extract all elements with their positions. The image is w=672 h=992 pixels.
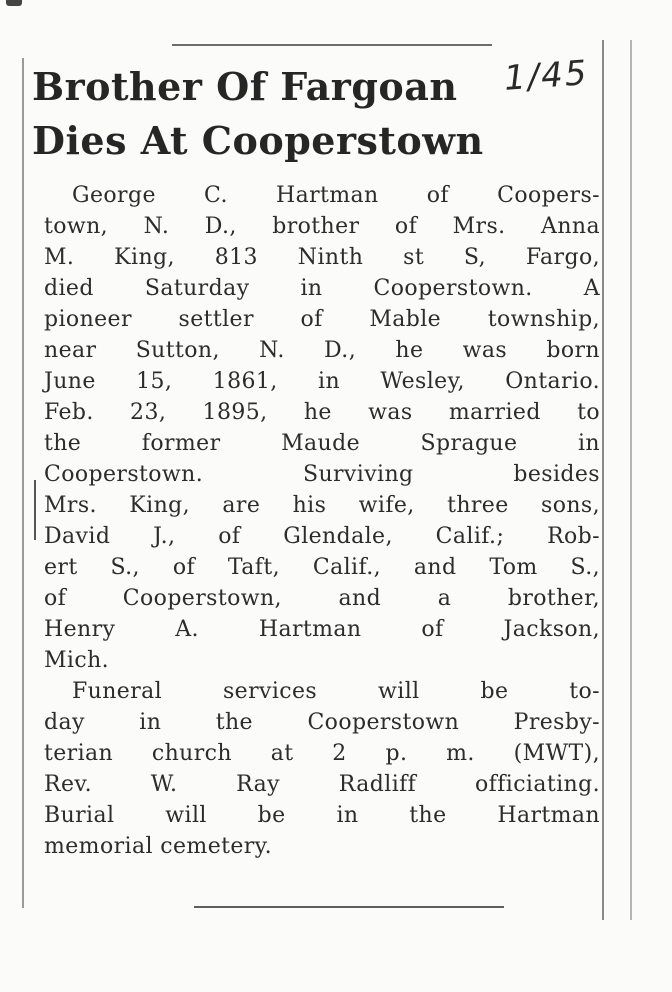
edge-mark bbox=[34, 480, 36, 540]
text-line: Cooperstown. Surviving besides bbox=[44, 462, 600, 487]
text-line: Henry A. Hartman of Jackson, bbox=[44, 617, 600, 642]
text-line: the former Maude Sprague in bbox=[44, 431, 600, 456]
text-line: day in the Cooperstown Presby- bbox=[44, 710, 600, 735]
text-line: Funeral services will be to- bbox=[72, 679, 600, 704]
handwritten-date-note: 1/45 bbox=[502, 53, 590, 99]
text-line: David J., of Glendale, Calif.; Rob- bbox=[44, 524, 600, 549]
column-outer-border bbox=[630, 40, 632, 920]
text-line: pioneer settler of Mable township, bbox=[44, 307, 600, 332]
text-line: George C. Hartman of Coopers- bbox=[72, 183, 600, 208]
text-line: ert S., of Taft, Calif., and Tom S., bbox=[44, 555, 600, 580]
text-line: Mich. bbox=[44, 648, 110, 673]
corner-mark bbox=[6, 0, 22, 6]
text-line: Rev. W. Ray Radliff officiating. bbox=[44, 772, 600, 797]
text-line: Burial will be in the Hartman bbox=[44, 803, 600, 828]
top-rule bbox=[172, 44, 492, 46]
paragraph-obituary bbox=[44, 180, 600, 676]
text-line: memorial cemetery. bbox=[44, 834, 272, 859]
newspaper-clipping bbox=[22, 40, 632, 920]
article-body bbox=[44, 180, 600, 862]
text-line: Feb. 23, 1895, he was married to bbox=[44, 400, 600, 425]
text-line: June 15, 1861, in Wesley, Ontario. bbox=[44, 369, 600, 394]
text-line: terian church at 2 p. m. (MWT), bbox=[44, 741, 600, 766]
text-line: near Sutton, N. D., he was born bbox=[44, 338, 600, 363]
headline-line-1: Brother Of Fargoan bbox=[32, 64, 458, 109]
text-line: died Saturday in Cooperstown. A bbox=[44, 276, 600, 301]
column-right-border bbox=[602, 40, 604, 920]
text-line: M. King, 813 Ninth st S, Fargo, bbox=[44, 245, 600, 270]
headline-line-2: Dies At Cooperstown bbox=[32, 118, 484, 163]
text-line: Mrs. King, are his wife, three sons, bbox=[44, 493, 600, 518]
column-left-border bbox=[22, 58, 24, 908]
text-line: town, N. D., brother of Mrs. Anna bbox=[44, 214, 600, 239]
bottom-rule bbox=[194, 906, 504, 908]
paragraph-funeral bbox=[44, 676, 600, 862]
text-line: of Cooperstown, and a brother, bbox=[44, 586, 600, 611]
